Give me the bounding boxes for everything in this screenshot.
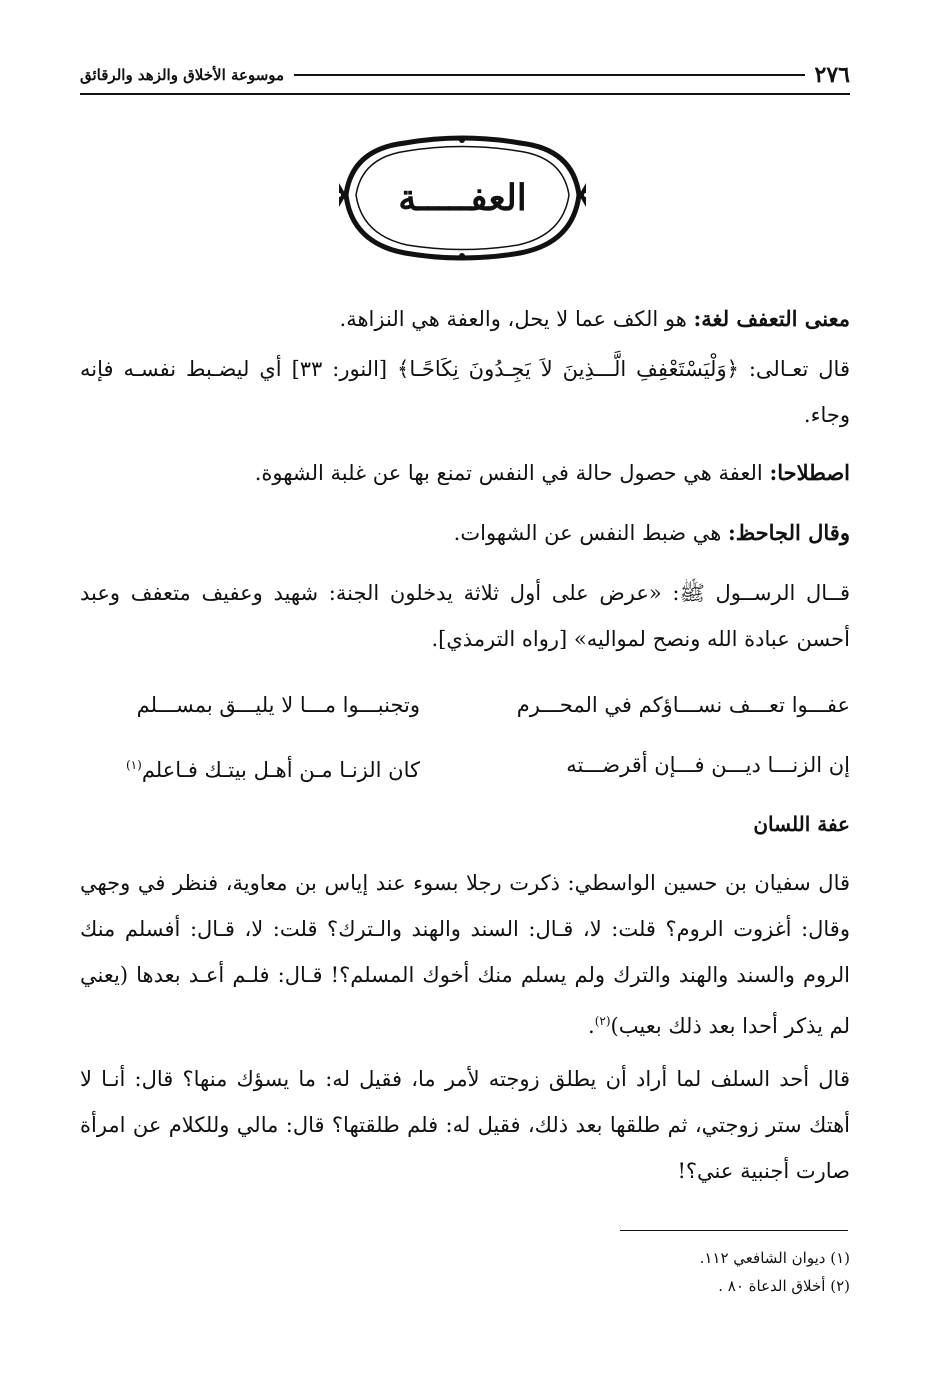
footnote-1: (١) ديوان الشافعي ١١٢.	[699, 1249, 850, 1267]
paragraph-text: هي ضبط النفس عن الشهوات.	[453, 521, 728, 545]
paragraph-salaf-story: قال أحد السلف لما أراد أن يطلق زوجته لأمر ما، فقيل له: ما يسؤك منها؟ قال: أنـا لا أهتك ستر زوجتي، ثم طلقها بعد ذلك، فقيل له: فلم طلقتها؟ قال: مالي وللكلام عن امرأة صارت أجنبية عني؟!	[80, 1067, 850, 1183]
poem-line-2	[80, 742, 850, 788]
poem-line-1	[80, 682, 850, 728]
paragraph-text: العفة هي حصول حالة في النفس تمنع بها عن غلبة الشهوة.	[254, 461, 770, 485]
footnote-rule	[620, 1230, 848, 1231]
term-label: وقال الجاحظ:	[727, 520, 850, 545]
chapter-title-frame	[335, 135, 590, 265]
poem-hemistich-right: عفـــوا تعـــف نســـاؤكم في المحـــرم	[516, 693, 850, 717]
footnote-ref-2[interactable]: (٢)	[594, 1014, 611, 1028]
book-title: موسوعة الأخلاق والزهد والرقائق	[80, 66, 285, 84]
header-line	[294, 74, 804, 76]
chapter-title: العفـــــة	[398, 177, 527, 219]
paragraph-text: قال سفيان بن حسين الواسطي: ذكرت رجلا بسوء عند إياس بن معاوية، فنظر في وجهي وقال: أغزوت الروم؟ قلت: لا، قـال: السند والهند والـترك؟ قلت: لا، قـال: أفسلم منك الروم والسند والهند والترك ولم يسلم منك أخوك المسلم؟! قـال: فلـم أعـد بعدها (يعني لم يذكر أحدا بعد ذلك بعيب)	[80, 871, 850, 1038]
paragraph-jahiz-quote	[80, 510, 850, 556]
paragraph-end: .	[588, 1014, 595, 1038]
poem-text: كان الزنـا مـن أهـل بيتـك فـاعلم	[141, 758, 420, 782]
page-number: ٢٧٦	[814, 62, 850, 88]
footnote-2: (٢) أخلاق الدعاة ٨٠ .	[718, 1277, 850, 1295]
poem-hemistich-left	[80, 742, 420, 793]
paragraph-hadith: قــال الرســول ﷺ: «عرض على أول ثلاثة يدخلون الجنة: شهيد وعفيف متعفف وعبد أحسن عبادة الله ونصح لمواليه» [رواه الترمذي].	[80, 581, 850, 651]
poem-hemistich-left: وتجنبـــوا مـــا لا يليـــق بمســـلم	[136, 693, 420, 717]
paragraph-technical-meaning	[80, 450, 850, 496]
paragraph-quran-verse: قال تعـالى: ﴿وَلْيَسْتَعْفِفِ الَّـــذِينَ لاَ يَجِـدُونَ نِكَاحًـا﴾ [النور: ٣٣] أي ليضـبط نفسـه فإنه وجاء.	[80, 357, 850, 427]
paragraph-iyas-story	[80, 860, 850, 1049]
paragraph-text: هو الكف عما لا يحل، والعفة هي النزاهة.	[339, 307, 694, 331]
poem-hemistich-right: إن الزنـــا ديـــن فـــإن أقرضـــته	[566, 753, 850, 777]
term-label: معنى التعفف لغة:	[693, 306, 850, 331]
page-header	[80, 58, 850, 92]
header-rule	[80, 93, 850, 95]
paragraph-linguistic-meaning	[80, 296, 850, 342]
section-title: عفة اللسان	[753, 812, 850, 836]
term-label: اصطلاحا:	[769, 460, 850, 485]
footnote-ref-1[interactable]: (١)	[125, 758, 142, 772]
